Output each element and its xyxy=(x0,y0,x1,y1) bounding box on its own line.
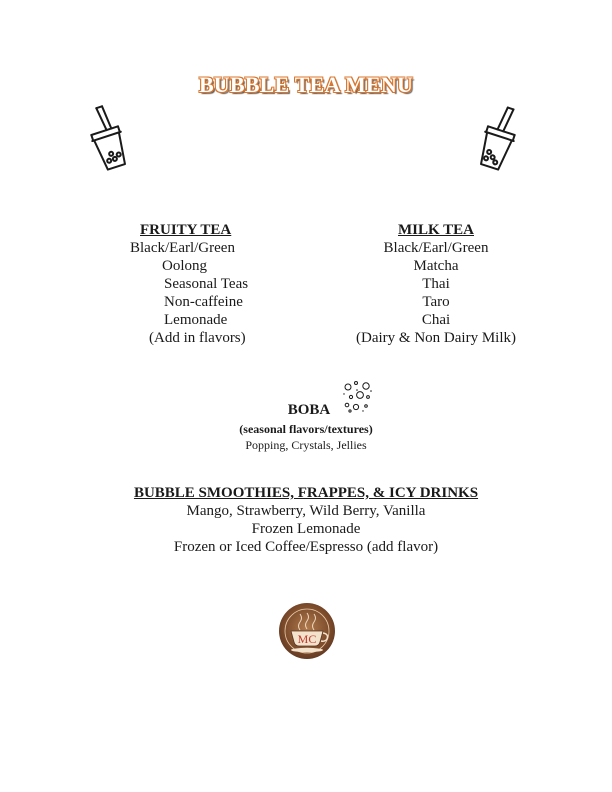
fruity-tea-item: Non-caffeine xyxy=(164,294,243,310)
logo-text: MC xyxy=(297,632,317,646)
fruity-tea-item: Lemonade xyxy=(164,312,228,328)
milk-tea-item: Thai xyxy=(422,276,450,292)
milk-tea-item: Black/Earl/Green xyxy=(383,240,489,256)
boba-heading: BOBA xyxy=(287,402,331,418)
menu-title: BUBBLE TEA MENU xyxy=(198,72,414,97)
milk-tea-item: Matcha xyxy=(413,258,459,274)
boba-options: Popping, Crystals, Jellies xyxy=(245,438,367,452)
bubble-tea-cup-icon xyxy=(86,104,132,174)
milk-tea-item: (Dairy & Non Dairy Milk) xyxy=(356,330,516,346)
fruity-tea-item: Oolong xyxy=(162,258,207,274)
fruity-tea-item: (Add in flavors) xyxy=(149,330,246,346)
milk-tea-item: Chai xyxy=(421,312,451,328)
milk-tea-heading: MILK TEA xyxy=(398,222,474,238)
smoothies-line: Frozen Lemonade xyxy=(251,521,361,537)
fruity-tea-heading: FRUITY TEA xyxy=(140,222,232,238)
fruity-tea-item: Black/Earl/Green xyxy=(130,240,235,256)
fruity-tea-item: Seasonal Teas xyxy=(164,276,249,292)
smoothies-line: Frozen or Iced Coffee/Espresso (add flavor) xyxy=(173,539,439,555)
smoothies-heading: BUBBLE SMOOTHIES, FRAPPES, & ICY DRINKS xyxy=(133,485,479,501)
smoothies-line: Mango, Strawberry, Wild Berry, Vanilla xyxy=(186,503,426,519)
bubble-tea-cup-icon xyxy=(474,104,520,174)
milk-tea-item: Taro xyxy=(422,294,450,310)
boba-subtitle: (seasonal flavors/textures) xyxy=(239,422,373,436)
mc-coffee-logo xyxy=(278,602,336,660)
